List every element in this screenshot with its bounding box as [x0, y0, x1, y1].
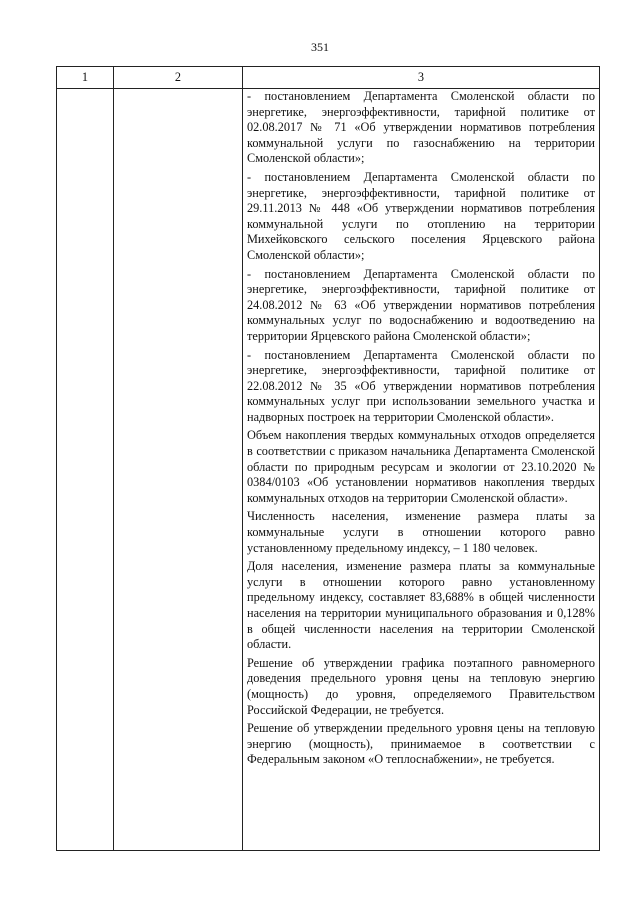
resolution-item-water: - постановлением Департамента Смоленской области по энергетике, энергоэффективности, тарифной политике от 24.08.2012 № 63 «Об утверждении нормативов потребления коммунальных услуг по водоснабжению и водоотведению на территории Ярцевского района Смоленской области»;	[247, 266, 595, 343]
column-header-1: 1	[57, 67, 114, 89]
population-share-paragraph: Доля населения, изменение размера платы за коммунальные услуги в отношении которого равно установленному предельному индексу, составляет 83,688% в общей численности населения на территории муниципального образования и 0,128% в общей численности населения на территории Смоленской области.	[247, 559, 595, 652]
column-1-cell	[57, 89, 114, 851]
table-header-row	[57, 67, 600, 89]
column-3-cell	[243, 89, 600, 851]
column-header-3: 3	[243, 67, 600, 89]
heat-price-limit-paragraph: Решение об утверждении предельного уровня цены на тепловую энергию (мощность), принимаемое в соответствии с Федеральным законом «О теплоснабжении», не требуется.	[247, 721, 595, 767]
resolution-item-heating: - постановлением Департамента Смоленской области по энергетике, энергоэффективности, тарифной политике от 29.11.2013 № 448 «Об утверждении нормативов потребления коммунальной услуги по отоплению на территории Михейковского сельского поселения Ярцевского района Смоленской области»;	[247, 169, 595, 262]
population-count-paragraph: Численность населения, изменение размера платы за коммунальные услуги в отношении которого равно установленному предельному индексу, – 1 180 человек.	[247, 509, 595, 555]
page-number: 351	[311, 40, 329, 54]
resolution-item-gas: - постановлением Департамента Смоленской области по энергетике, энергоэффективности, тарифной политике от 02.08.2017 № 71 «Об утверждении нормативов потребления коммунальной услуги по газоснабжению на территории Смоленской области»;	[247, 89, 595, 166]
table-row	[57, 89, 600, 851]
resolution-item-land: - постановлением Департамента Смоленской области по энергетике, энергоэффективности, тарифной политике от 22.08.2012 № 35 «Об утверждении нормативов потребления коммунальных услуг при использовании земельного участка и надворных построек на территории Смоленской области».	[247, 347, 595, 424]
heat-price-schedule-paragraph: Решение об утверждении графика поэтапного равномерного доведения предельного уровня цены на тепловую энергию (мощность) до уровня, определяемого Правительством Российской Федерации, не требуется.	[247, 655, 595, 717]
waste-volume-paragraph: Объем накопления твердых коммунальных отходов определяется в соответствии с приказом начальника Департамента Смоленской области по природным ресурсам и экологии от 23.10.2020 № 0384/0103 «Об установлении нормативов накопления твердых коммунальных отходов на территории Смоленской области».	[247, 428, 595, 505]
column-2-cell	[114, 89, 243, 851]
column-header-2: 2	[114, 67, 243, 89]
document-table	[56, 66, 600, 851]
